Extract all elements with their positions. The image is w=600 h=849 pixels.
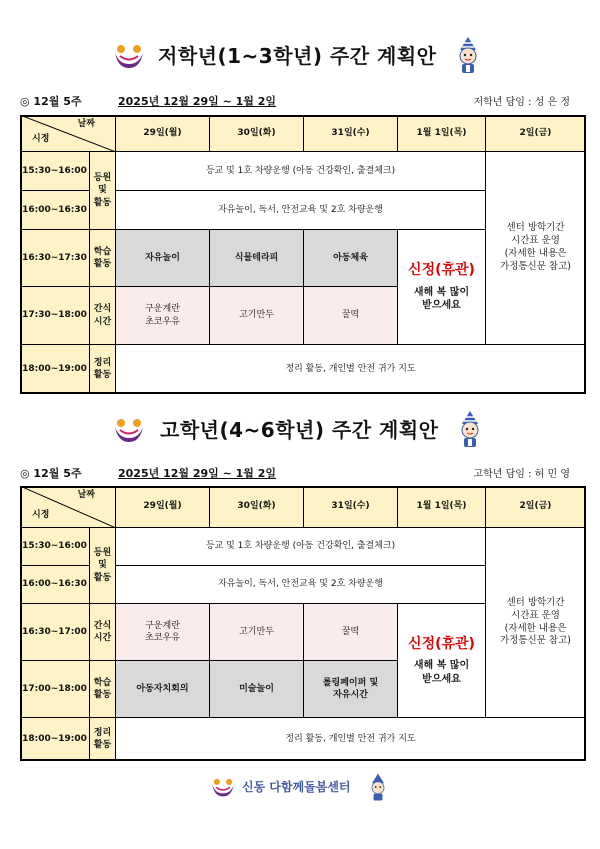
week-label: ◎ 12월 5주	[20, 467, 82, 480]
corner-header-cell	[20, 115, 116, 152]
category-arrival: 등원 및 활동	[90, 528, 116, 604]
date-axis-label: 날짜	[77, 490, 95, 500]
wrapup-activity: 정리 활동, 개인별 안전 귀가 지도	[116, 345, 586, 394]
time-slot: 16:00~16:30	[20, 566, 90, 604]
holiday-cell	[398, 604, 486, 718]
category-snack: 간식 시간	[90, 287, 116, 345]
day-header-mon: 29일(월)	[116, 486, 210, 528]
time-slot: 15:30~16:00	[20, 152, 90, 191]
time-slot: 16:00~16:30	[20, 191, 90, 230]
time-slot: 16:30~17:00	[20, 604, 90, 661]
arrival-activity: 등교 및 1호 차량운행 (아동 건강확인, 출결체크)	[116, 152, 486, 191]
learning-activity-wed: 롤링페이퍼 및 자유시간	[304, 661, 398, 718]
snack-wed: 꿀떡	[304, 604, 398, 661]
day-header-fri: 2일(금)	[486, 486, 586, 528]
time-axis-label: 시정	[32, 509, 50, 520]
page-title: 고학년(4~6학년) 주간 계획안	[160, 418, 439, 442]
footer	[0, 772, 600, 802]
time-slot: 17:00~18:00	[20, 661, 90, 718]
time-slot: 18:00~19:00	[20, 345, 90, 394]
free-activity: 자유놀이, 독서, 안전교육 및 2호 차량운행	[116, 566, 486, 604]
period-label: 2025년 12월 29일 ~ 1월 2일	[118, 467, 277, 480]
center-name: 신동 다함께돌봄센터	[242, 780, 351, 794]
heart-logo-icon	[112, 44, 146, 70]
category-arrival: 등원 및 활동	[90, 152, 116, 230]
snack-tue: 고기만두	[210, 287, 304, 345]
teacher-label: 저학년 담임 : 성 은 정	[473, 97, 570, 108]
snack-mon: 구운계란 초코우유	[116, 604, 210, 661]
learning-activity-mon: 자유놀이	[116, 230, 210, 287]
holiday-cell	[398, 230, 486, 345]
learning-activity-tue: 식물테라피	[210, 230, 304, 287]
mascot-icon	[452, 36, 484, 74]
category-snack: 간식 시간	[90, 604, 116, 661]
mascot-icon	[366, 772, 390, 802]
arrival-activity: 등교 및 1호 차량운행 (아동 건강확인, 출결체크)	[116, 528, 486, 566]
category-learning: 학습 활동	[90, 661, 116, 718]
snack-tue: 고기만두	[210, 604, 304, 661]
day-header-wed: 31일(수)	[304, 115, 398, 152]
section2-info-row	[20, 465, 580, 483]
section2-title-row	[0, 410, 600, 450]
schedule-table-lower-grades	[20, 115, 586, 394]
free-activity: 자유놀이, 독서, 안전교육 및 2호 차량운행	[116, 191, 486, 230]
section1-info-row	[20, 93, 580, 111]
heart-logo-icon	[112, 418, 146, 444]
heart-logo-icon	[210, 778, 236, 798]
holiday-title: 신정(휴관)	[408, 262, 475, 279]
category-wrapup: 정리 활동	[90, 718, 116, 761]
date-axis-label: 날짜	[77, 119, 95, 129]
day-header-tue: 30일(화)	[210, 486, 304, 528]
day-header-fri: 2일(금)	[486, 115, 586, 152]
time-slot: 15:30~16:00	[20, 528, 90, 566]
friday-note: 센터 방학기간 시간표 운영 (자세한 내용은 가정통신문 참고)	[486, 152, 586, 345]
section1-title-row	[0, 36, 600, 76]
category-wrapup: 정리 활동	[90, 345, 116, 394]
friday-note: 센터 방학기간 시간표 운영 (자세한 내용은 가정통신문 참고)	[486, 528, 586, 718]
learning-activity-tue: 미술놀이	[210, 661, 304, 718]
time-slot: 17:30~18:00	[20, 287, 90, 345]
corner-header-cell	[20, 486, 116, 528]
diagonal-line	[20, 486, 116, 528]
mascot-icon	[454, 410, 486, 448]
snack-wed: 꿀떡	[304, 287, 398, 345]
time-slot: 18:00~19:00	[20, 718, 90, 761]
snack-mon: 구운계란 초코우유	[116, 287, 210, 345]
teacher-label: 고학년 담임 : 허 민 영	[473, 469, 570, 480]
learning-activity-mon: 아동자치회의	[116, 661, 210, 718]
week-label: ◎ 12월 5주	[20, 95, 82, 108]
category-learning: 학습 활동	[90, 230, 116, 287]
day-header-thu: 1월 1일(목)	[398, 486, 486, 528]
day-header-tue: 30일(화)	[210, 115, 304, 152]
time-slot: 16:30~17:30	[20, 230, 90, 287]
learning-activity-wed: 아동체육	[304, 230, 398, 287]
schedule-table-upper-grades	[20, 486, 586, 761]
day-header-mon: 29일(월)	[116, 115, 210, 152]
period-label: 2025년 12월 29일 ~ 1월 2일	[118, 95, 277, 108]
day-header-thu: 1월 1일(목)	[398, 115, 486, 152]
holiday-note: 새해 복 많이 받으세요	[413, 286, 470, 312]
day-header-wed: 31일(수)	[304, 486, 398, 528]
wrapup-activity: 정리 활동, 개인별 안전 귀가 지도	[116, 718, 586, 761]
time-axis-label: 시정	[32, 133, 50, 144]
holiday-title: 신정(휴관)	[408, 635, 475, 652]
page-title: 저학년(1~3학년) 주간 계획안	[158, 44, 437, 68]
holiday-note: 새해 복 많이 받으세요	[413, 660, 470, 685]
